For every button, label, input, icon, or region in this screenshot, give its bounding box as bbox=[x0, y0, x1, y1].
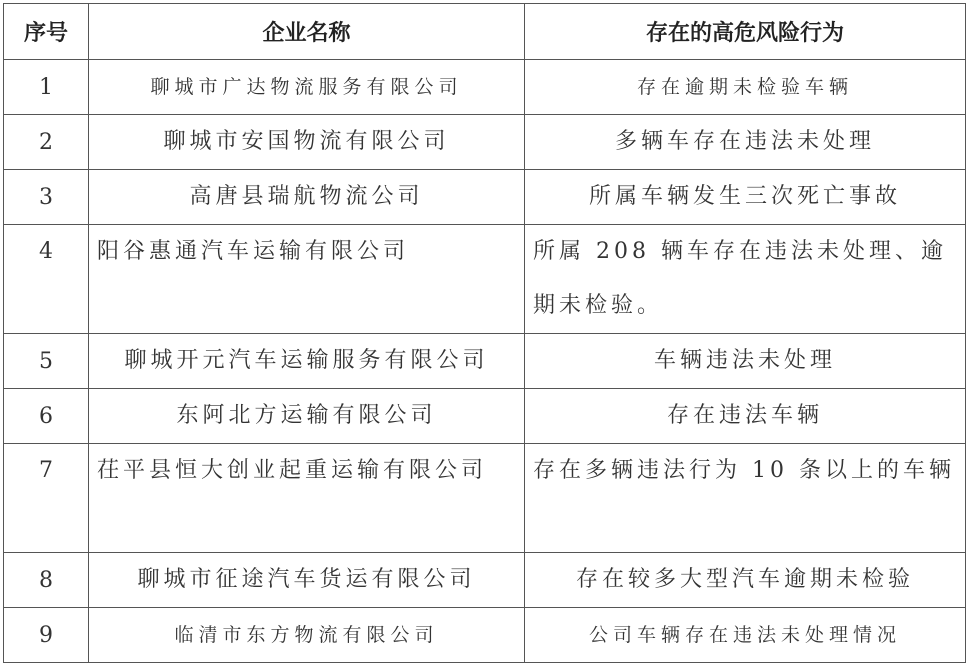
table-row bbox=[4, 608, 966, 663]
company-name: 聊城市安国物流有限公司 bbox=[89, 115, 525, 170]
table-row bbox=[4, 444, 966, 553]
company-name: 聊城市广达物流服务有限公司 bbox=[89, 60, 525, 115]
row-index: 5 bbox=[4, 334, 89, 389]
risk-company-table bbox=[3, 3, 966, 663]
risk-behavior: 存在较多大型汽车逾期未检验 bbox=[525, 553, 966, 608]
table-row bbox=[4, 225, 966, 334]
company-name: 阳谷惠通汽车运输有限公司 bbox=[89, 225, 525, 334]
row-index: 2 bbox=[4, 115, 89, 170]
company-name: 聊城开元汽车运输服务有限公司 bbox=[89, 334, 525, 389]
row-index: 9 bbox=[4, 608, 89, 663]
table-row bbox=[4, 553, 966, 608]
company-name: 高唐县瑞航物流公司 bbox=[89, 170, 525, 225]
company-name: 临清市东方物流有限公司 bbox=[89, 608, 525, 663]
header-index: 序号 bbox=[4, 4, 89, 60]
header-row bbox=[4, 4, 966, 60]
table-row bbox=[4, 334, 966, 389]
risk-behavior: 车辆违法未处理 bbox=[525, 334, 966, 389]
row-index: 3 bbox=[4, 170, 89, 225]
table-row bbox=[4, 389, 966, 444]
header-company: 企业名称 bbox=[89, 4, 525, 60]
row-index: 8 bbox=[4, 553, 89, 608]
risk-behavior: 所属 208 辆车存在违法未处理、逾期未检验。 bbox=[525, 225, 966, 334]
table-row bbox=[4, 60, 966, 115]
table-row bbox=[4, 170, 966, 225]
risk-behavior: 存在违法车辆 bbox=[525, 389, 966, 444]
risk-behavior: 存在多辆违法行为 10 条以上的车辆 bbox=[525, 444, 966, 553]
row-index: 7 bbox=[4, 444, 89, 553]
header-behavior: 存在的高危风险行为 bbox=[525, 4, 966, 60]
risk-behavior: 公司车辆存在违法未处理情况 bbox=[525, 608, 966, 663]
risk-behavior: 多辆车存在违法未处理 bbox=[525, 115, 966, 170]
company-name: 茌平县恒大创业起重运输有限公司 bbox=[89, 444, 525, 553]
company-name: 聊城市征途汽车货运有限公司 bbox=[89, 553, 525, 608]
company-name: 东阿北方运输有限公司 bbox=[89, 389, 525, 444]
row-index: 6 bbox=[4, 389, 89, 444]
row-index: 1 bbox=[4, 60, 89, 115]
table-row bbox=[4, 115, 966, 170]
risk-behavior: 所属车辆发生三次死亡事故 bbox=[525, 170, 966, 225]
row-index: 4 bbox=[4, 225, 89, 334]
risk-behavior: 存在逾期未检验车辆 bbox=[525, 60, 966, 115]
